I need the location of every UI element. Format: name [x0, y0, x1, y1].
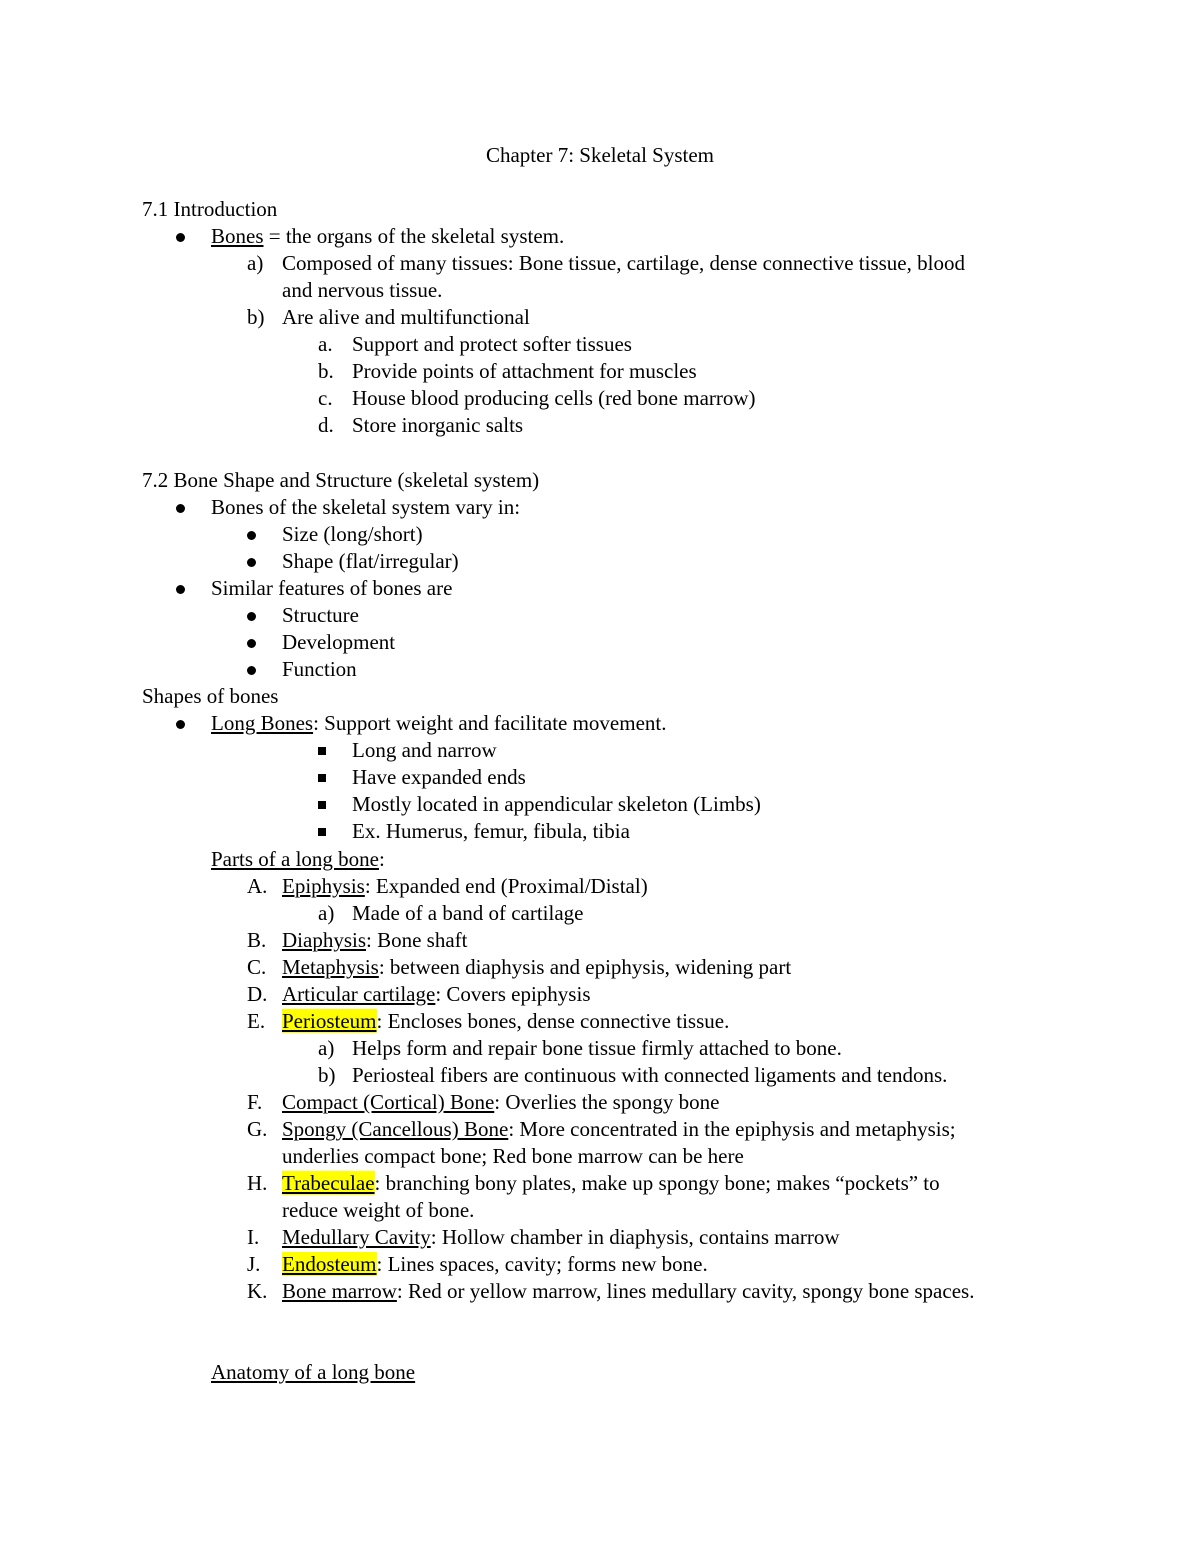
list-item: Size (long/short): [282, 522, 423, 546]
list-marker: c.: [318, 386, 333, 410]
list-marker: a): [318, 901, 335, 925]
list-item: Development: [282, 630, 396, 654]
square-bullet-icon: [318, 801, 326, 809]
list-marker: K.: [247, 1279, 268, 1303]
list-marker: a): [318, 1036, 335, 1060]
part-spongy-bone: Spongy (Cancellous) Bone: More concentrated in the epiphysis and metaphysis;: [282, 1117, 956, 1141]
list-marker: b): [318, 1063, 336, 1087]
list-item: Store inorganic salts: [352, 413, 524, 437]
list-item: Periosteal fibers are continuous with connected ligaments and tendons.: [352, 1063, 948, 1087]
square-bullet-icon: [318, 747, 326, 755]
part-articular-cartilage: Articular cartilage: Covers epiphysis: [282, 982, 591, 1006]
long-bones-definition: Long Bones: Support weight and facilitate movement.: [211, 711, 667, 735]
bullet-icon: [247, 558, 256, 567]
list-marker: A.: [247, 874, 268, 898]
list-marker: I.: [247, 1225, 260, 1249]
list-item: Helps form and repair bone tissue firmly attached to bone.: [352, 1036, 842, 1060]
bullet-icon: [247, 666, 256, 675]
list-marker: J.: [247, 1252, 261, 1276]
list-marker: a.: [318, 332, 333, 356]
list-item: Support and protect softer tissues: [352, 332, 632, 356]
list-item: Bones of the skeletal system vary in:: [211, 495, 521, 519]
list-item-continuation: and nervous tissue.: [282, 278, 443, 302]
list-item: Function: [282, 657, 357, 681]
part-trabeculae: Trabeculae: branching bony plates, make up spongy bone; makes “pockets” to: [282, 1171, 940, 1195]
list-item-continuation: reduce weight of bone.: [282, 1198, 475, 1222]
bullet-icon: [176, 585, 185, 594]
list-item: House blood producing cells (red bone marrow): [352, 386, 756, 410]
bullet-icon: [176, 504, 185, 513]
bullet-icon: [247, 531, 256, 540]
list-marker: B.: [247, 928, 267, 952]
list-item: Are alive and multifunctional: [282, 305, 530, 329]
list-item: Ex. Humerus, femur, fibula, tibia: [352, 819, 630, 843]
highlighted-term: Endosteum: [282, 1252, 377, 1276]
list-marker: H.: [247, 1171, 268, 1195]
highlighted-term: Periosteum: [282, 1009, 377, 1033]
list-item: Made of a band of cartilage: [352, 901, 584, 925]
list-marker: F.: [247, 1090, 263, 1114]
part-compact-bone: Compact (Cortical) Bone: Overlies the spongy bone: [282, 1090, 720, 1114]
list-item: Shape (flat/irregular): [282, 549, 459, 573]
list-marker: d.: [318, 413, 334, 437]
list-item: Long and narrow: [352, 738, 497, 762]
section-heading-intro: 7.1 Introduction: [142, 197, 278, 221]
part-endosteum: Endosteum: Lines spaces, cavity; forms new bone.: [282, 1252, 708, 1276]
section-heading-shape-structure: 7.2 Bone Shape and Structure (skeletal system): [142, 468, 540, 492]
page-title: Chapter 7: Skeletal System: [485, 143, 715, 167]
part-diaphysis: Diaphysis: Bone shaft: [282, 928, 468, 952]
part-metaphysis: Metaphysis: between diaphysis and epiphysis, widening part: [282, 955, 792, 979]
list-item: Similar features of bones are: [211, 576, 453, 600]
bullet-icon: [247, 639, 256, 648]
list-item-continuation: underlies compact bone; Red bone marrow can be here: [282, 1144, 744, 1168]
bones-definition: Bones = the organs of the skeletal system.: [211, 224, 565, 248]
list-marker: D.: [247, 982, 268, 1006]
section-heading-shapes: Shapes of bones: [142, 684, 279, 708]
part-medullary-cavity: Medullary Cavity: Hollow chamber in diaphysis, contains marrow: [282, 1225, 840, 1249]
square-bullet-icon: [318, 828, 326, 836]
list-marker: E.: [247, 1009, 266, 1033]
part-bone-marrow: Bone marrow: Red or yellow marrow, lines medullary cavity, spongy bone spaces.: [282, 1279, 975, 1303]
list-item: Provide points of attachment for muscles: [352, 359, 697, 383]
list-item: Mostly located in appendicular skeleton (Limbs): [352, 792, 761, 816]
part-periosteum: Periosteum: Encloses bones, dense connective tissue.: [282, 1009, 730, 1033]
list-marker: a): [247, 251, 264, 275]
square-bullet-icon: [318, 774, 326, 782]
list-marker: b.: [318, 359, 334, 383]
part-epiphysis: Epiphysis: Expanded end (Proximal/Distal): [282, 874, 648, 898]
list-marker: b): [247, 305, 265, 329]
list-marker: C.: [247, 955, 267, 979]
list-item: Composed of many tissues: Bone tissue, cartilage, dense connective tissue, blood: [282, 251, 965, 275]
bullet-icon: [247, 612, 256, 621]
highlighted-term: Trabeculae: [282, 1171, 375, 1195]
bullet-icon: [176, 233, 185, 242]
bullet-icon: [176, 720, 185, 729]
list-item: Have expanded ends: [352, 765, 526, 789]
parts-heading: Parts of a long bone:: [211, 847, 385, 871]
anatomy-heading: Anatomy of a long bone: [211, 1360, 416, 1384]
list-item: Structure: [282, 603, 359, 627]
list-marker: G.: [247, 1117, 268, 1141]
